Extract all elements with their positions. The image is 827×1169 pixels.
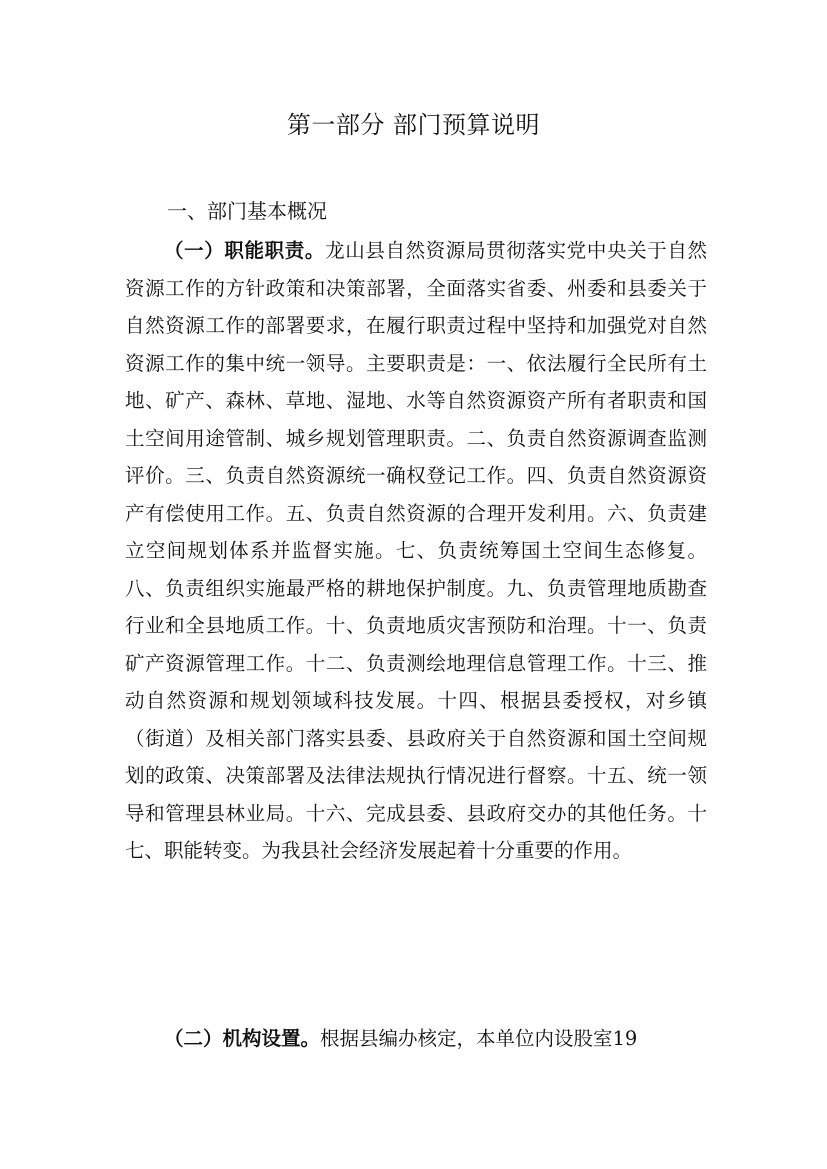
paragraph-lead: （二）机构设置。 [164, 1027, 321, 1050]
paragraph-text: 根据县编办核定，本单位内设股室19 [320, 1027, 638, 1050]
paragraph-text: 龙山县自然资源局贯彻落实党中央关于自然资源工作的方针政策和决策部署，全面落实省委、州委和县委关于自然资源工作的部署要求，在履行职责过程中坚持和加强党对自然资源工作的集中统一领导。主要职责是：一、依法履行全民所有土地、矿产、森林、草地、湿地、水等自然资源资产所有者职责和国土空间用途管制、城乡规划管理职责。二、负责自然资源调查监测评价。三、负责自然资源统一确权登记工作。四、负责自然资源资产有偿使用工作。五、负责自然资源的合理开发利用。六、负责建立空间规划体系并监督实施。七、负责统筹国土空间生态修复。八、负责组织实施最严格的耕地保护制度。九、负责管理地质勘查行业和全县地质工作。十、负责地质灾害预防和治理。十一、负责矿产资源管理工作。十二、负责测绘地理信息管理工作。十三、推动自然资源和规划领域科技发展。十四、根据县委授权，对乡镇（街道）及相关部门落实县委、县政府关于自然资源和国土空间规划的政策、决策部署及法律法规执行情况进行督察。十五、统一领导和管理县林业局。十六、完成县委、县政府交办的其他任务。十七、职能转变。为我县社会经济发展起着十分重要的作用。 [125, 239, 707, 862]
paragraph-functions [125, 232, 707, 870]
page-title: 第一部分 部门预算说明 [286, 111, 541, 139]
section-heading: 一、部门基本概况 [167, 199, 327, 223]
paragraph-lead: （一）职能职责。 [164, 239, 326, 262]
paragraph-organization [125, 1020, 707, 1058]
